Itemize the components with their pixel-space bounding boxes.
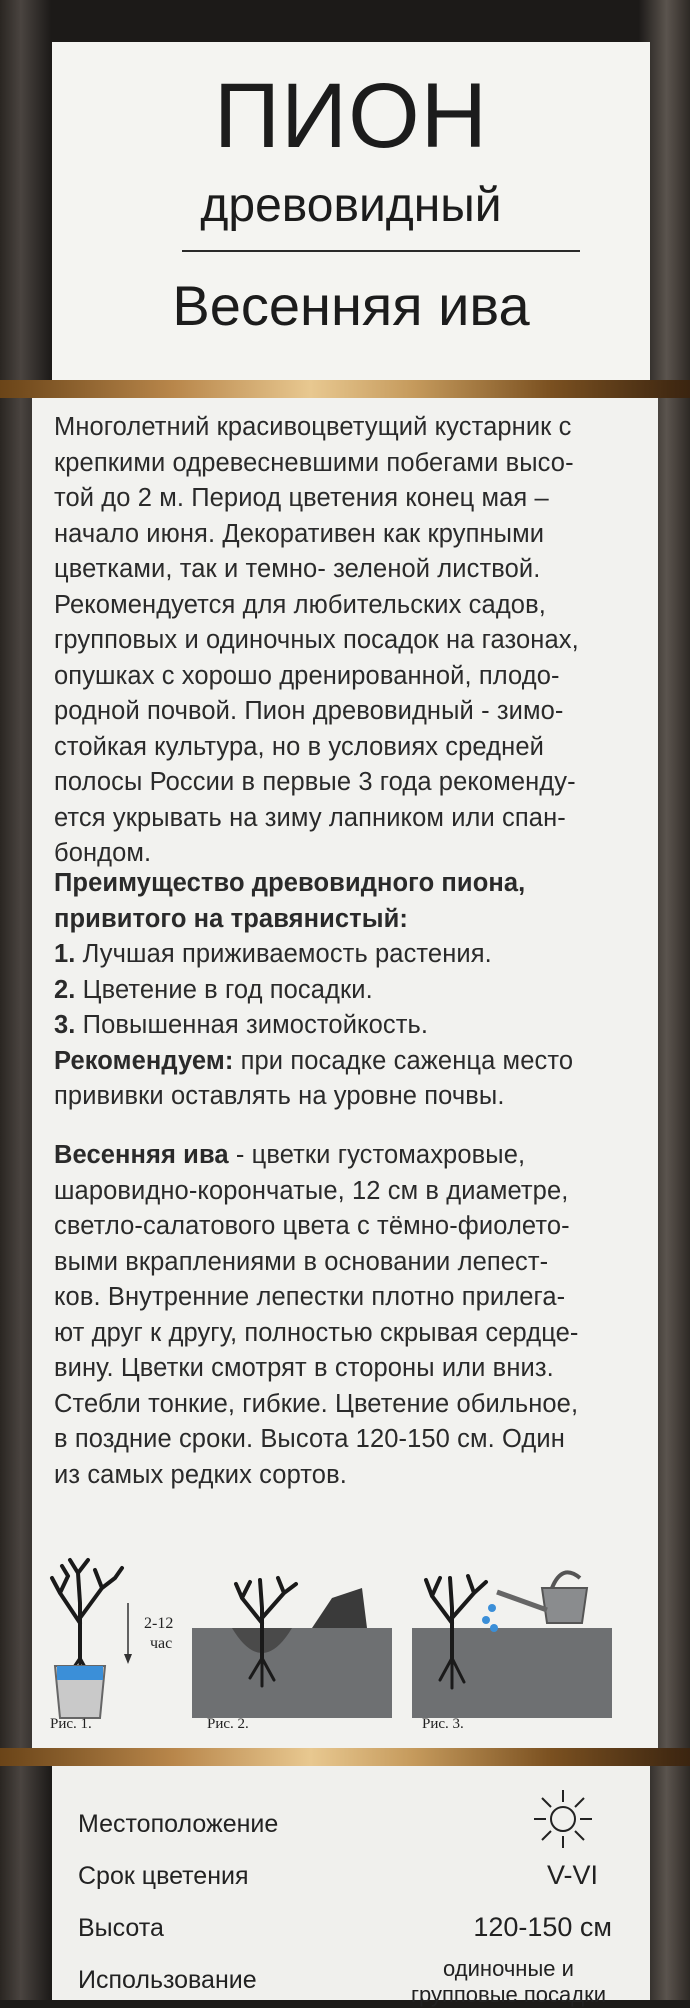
variety-description	[54, 1138, 614, 1493]
description-line: ется укрывать на зиму лапником или спан-	[54, 803, 566, 832]
figure-caption: Рис. 2.	[207, 1716, 249, 1732]
variety-line: вину. Цветки смотрят в стороны или вниз.	[54, 1354, 554, 1382]
variety-line: Стебли тонкие, гибкие. Цветение обильное,	[54, 1389, 579, 1418]
description-line: бондом.	[54, 839, 152, 867]
general-description	[54, 410, 614, 872]
variety-line: из самых редких сортов.	[54, 1460, 347, 1489]
height-value: 120-150 см	[473, 1912, 612, 1942]
usage-value-line: одиночные и	[443, 1956, 574, 1981]
description-line: Многолетний красивоцветущий кустарник с	[54, 413, 572, 441]
usage-value-line: групповые посадки	[410, 1982, 606, 2007]
variety-name: Весенняя ива	[172, 274, 530, 337]
recommendation	[54, 1044, 614, 1080]
description-line: той до 2 м. Период цветения конец мая –	[54, 484, 549, 512]
height-label: Высота	[78, 1914, 164, 1942]
description-line: полосы России в первые 3 года рекоменду-	[54, 768, 576, 796]
planting-illustrations	[32, 1548, 658, 1732]
gold-stripe-top	[0, 380, 690, 398]
soil-mound-icon	[312, 1588, 367, 1628]
description-line: групповых и одиночных посадок на газонах,	[54, 626, 579, 654]
watering-can-icon	[542, 1588, 587, 1623]
advantages-heading: Преимущество древовидного пиона,	[54, 869, 526, 897]
sun-icon	[532, 1788, 594, 1850]
description-line: цветками, так и темно- зеленой листвой.	[54, 555, 541, 583]
variety-line: в поздние сроки. Высота 120-150 см. Один	[54, 1425, 565, 1453]
description-line: опушках с хорошо дренированной, плодо-	[54, 661, 560, 690]
variety-text: - цветки густомахровые,	[228, 1141, 526, 1169]
advantage-text: Повышенная зимостойкость.	[75, 1011, 429, 1039]
gold-stripe-bottom	[0, 1748, 690, 1766]
location-label: Местоположение	[78, 1810, 279, 1838]
advantages-section	[54, 866, 614, 1115]
water-drop-icon	[488, 1604, 496, 1612]
figure-caption: Рис. 1.	[50, 1716, 92, 1732]
soak-time: 2-12	[144, 1615, 174, 1632]
top-frame	[0, 0, 690, 42]
advantage-item	[54, 1008, 614, 1044]
description-line: крепкими одревесневшими побегами высо-	[54, 448, 574, 477]
recommend-label: Рекомендуем:	[54, 1046, 234, 1075]
variety-line: светло-салатового цвета с тёмно-фиолето-	[54, 1212, 570, 1240]
soak-unit: час	[150, 1635, 173, 1652]
usage-value	[411, 1956, 606, 2008]
description-line: стойкая культура, но в условиях средней	[54, 732, 544, 761]
water-drop-icon	[482, 1616, 490, 1624]
advantage-item	[54, 973, 614, 1009]
variety-line: шаровидно-корончатые, 12 см в диаметре,	[54, 1176, 569, 1205]
specs-panel	[52, 1766, 650, 2007]
title-panel	[52, 42, 650, 382]
description-panel	[32, 398, 658, 1748]
bloom-period-label: Срок цветения	[78, 1862, 249, 1890]
product-title: ПИОН	[213, 65, 489, 167]
advantage-number: 1.	[54, 940, 76, 968]
bloom-period-value: V-VI	[546, 1860, 598, 1890]
variety-line: выми вкраплениями в основании лепест-	[54, 1247, 549, 1276]
variety-name-bold: Весенняя ива	[54, 1141, 229, 1169]
description-line: начало июня. Декоративен как крупными	[54, 519, 545, 548]
recommend-text: при посадке саженца место	[233, 1046, 574, 1075]
advantage-item	[54, 937, 614, 973]
variety-first-line	[54, 1138, 614, 1174]
figure-soaking	[40, 1548, 190, 1728]
figure-watering	[412, 1548, 612, 1718]
description-line: родной почвой. Пион древовидный - зимо-	[54, 697, 564, 725]
usage-label: Использование	[78, 1966, 257, 1994]
recommend-text: прививки оставлять на уровне почвы.	[54, 1082, 505, 1110]
advantage-number: 2.	[54, 975, 76, 1004]
advantage-number: 3.	[54, 1011, 76, 1039]
advantages-heading: привитого на травянистый:	[54, 904, 409, 933]
variety-line: ков. Внутренние лепестки плотно прилега-	[54, 1283, 566, 1311]
description-line: Рекомендуется для любительских садов,	[54, 590, 546, 619]
figure-planting	[192, 1568, 392, 1718]
water-drop-icon	[490, 1624, 498, 1632]
advantage-text: Лучшая приживаемость растения.	[75, 940, 492, 968]
figure-caption: Рис. 3.	[422, 1716, 464, 1732]
advantage-text: Цветение в год посадки.	[75, 975, 373, 1004]
water-icon	[57, 1666, 103, 1680]
title-divider	[182, 250, 580, 252]
product-subtitle: древовидный	[200, 179, 502, 232]
variety-line: ют друг к другу, полностью скрывая сердце-	[54, 1318, 579, 1347]
